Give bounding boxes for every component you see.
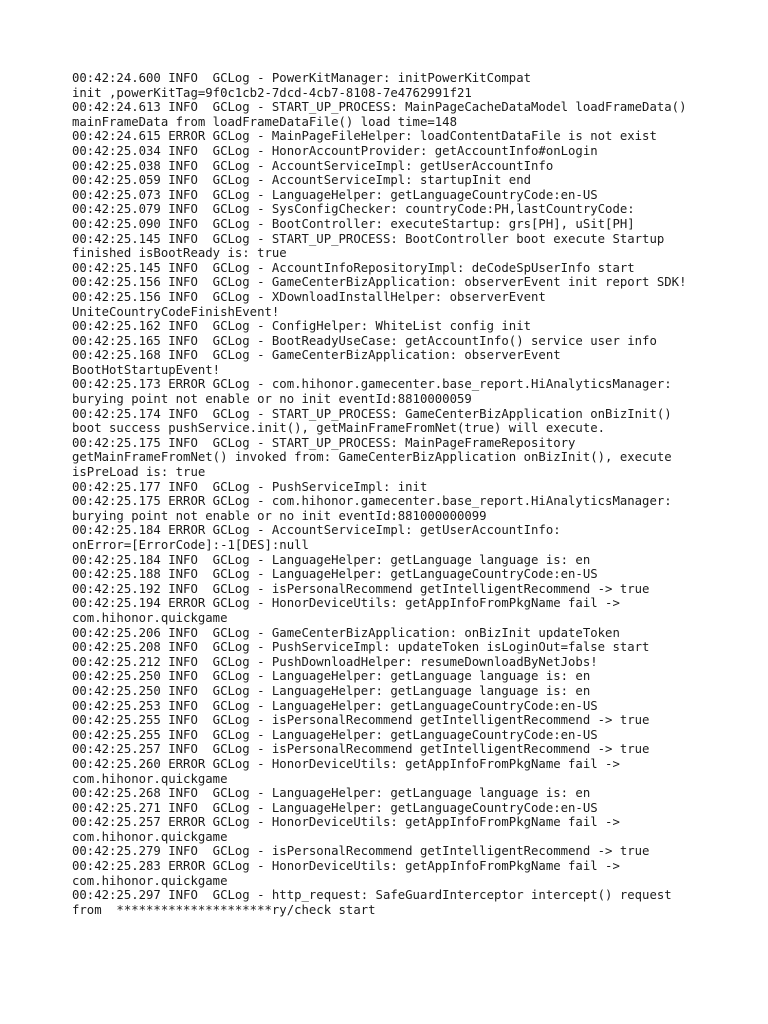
log-line: 00:42:25.038 INFO GCLog - AccountServiceImpl: getUserAccountInfo (72, 158, 554, 173)
log-line: 00:42:25.257 ERROR GCLog - HonorDeviceUtils: getAppInfoFromPkgName fail -> (72, 815, 620, 830)
log-line: 00:42:25.192 INFO GCLog - isPersonalRecommend getIntelligentRecommend -> true (72, 581, 650, 596)
log-line: 00:42:25.145 INFO GCLog - AccountInfoRepositoryImpl: deCodeSpUserInfo start (72, 260, 635, 275)
log-line: onError=[ErrorCode]:-1[DES]:null (72, 538, 309, 552)
log-line: from *********************ry/check start (72, 902, 376, 917)
log-line: com.hihonor.quickgame (72, 873, 228, 888)
log-line: 00:42:25.268 INFO GCLog - LanguageHelper: getLanguage language is: en (72, 786, 591, 801)
log-line: 00:42:25.090 INFO GCLog - BootController: executeStartup: grs[PH], uSit[PH] (72, 216, 635, 231)
log-line: 00:42:25.297 INFO GCLog - http_request: SafeGuardInterceptor intercept() request (72, 888, 672, 903)
log-line: getMainFrameFromNet() invoked from: GameCenterBizApplication onBizInit(), execute (72, 450, 672, 465)
log-line: 00:42:25.279 INFO GCLog - isPersonalRecommend getIntelligentRecommend -> true (72, 844, 650, 859)
log-line: 00:42:25.156 INFO GCLog - GameCenterBizApplication: observerEvent init report SDK! (72, 275, 687, 290)
log-line: 00:42:25.184 ERROR GCLog - AccountServiceImpl: getUserAccountInfo: (72, 523, 561, 538)
log-text-block (72, 71, 732, 917)
log-line: 00:42:25.175 INFO GCLog - START_UP_PROCESS: MainPageFrameRepository (72, 435, 576, 450)
log-line: 00:42:25.177 INFO GCLog - PushServiceImpl: init (72, 479, 428, 494)
log-line: 00:42:25.208 INFO GCLog - PushServiceImpl: updateToken isLoginOut=false start (72, 640, 650, 655)
log-line: isPreLoad is: true (72, 465, 206, 480)
log-line: 00:42:25.255 INFO GCLog - LanguageHelper: getLanguageCountryCode:en-US (72, 727, 598, 742)
log-line: 00:42:25.034 INFO GCLog - HonorAccountProvider: getAccountInfo#onLogin (72, 143, 598, 158)
log-line: 00:42:25.079 INFO GCLog - SysConfigChecker: countryCode:PH,lastCountryCode: (72, 202, 635, 217)
log-line: 00:42:25.253 INFO GCLog - LanguageHelper: getLanguageCountryCode:en-US (72, 698, 598, 713)
log-line: 00:42:25.206 INFO GCLog - GameCenterBizApplication: onBizInit updateToken (72, 625, 620, 640)
log-line: UniteCountryCodeFinishEvent! (72, 304, 280, 319)
log-line: com.hihonor.quickgame (72, 829, 228, 844)
log-line: 00:42:25.168 INFO GCLog - GameCenterBizApplication: observerEvent (72, 348, 561, 363)
log-line: finished isBootReady is: true (72, 246, 287, 261)
log-line: 00:42:25.257 INFO GCLog - isPersonalRecommend getIntelligentRecommend -> true (72, 742, 650, 757)
log-line: 00:42:24.600 INFO GCLog - PowerKitManager: initPowerKitCompat (72, 71, 532, 85)
log-line: 00:42:25.173 ERROR GCLog - com.hihonor.gamecenter.base_report.HiAnalyticsManager: (72, 377, 672, 392)
log-line: 00:42:25.283 ERROR GCLog - HonorDeviceUtils: getAppInfoFromPkgName fail -> (72, 859, 620, 874)
log-line: BootHotStartupEvent! (72, 362, 221, 377)
log-line: burying point not enable or no init eventId:8810000059 (72, 392, 472, 407)
log-line: 00:42:25.188 INFO GCLog - LanguageHelper: getLanguageCountryCode:en-US (72, 567, 598, 582)
log-line: boot success pushService.init(), getMainFrameFromNet(true) will execute. (72, 421, 606, 436)
log-line: 00:42:25.250 INFO GCLog - LanguageHelper: getLanguage language is: en (72, 669, 591, 684)
log-line: 00:42:24.615 ERROR GCLog - MainPageFileHelper: loadContentDataFile is not exist (72, 129, 657, 144)
log-line: 00:42:25.174 INFO GCLog - START_UP_PROCESS: GameCenterBizApplication onBizInit() (72, 406, 672, 421)
log-line: 00:42:25.271 INFO GCLog - LanguageHelper: getLanguageCountryCode:en-US (72, 800, 598, 815)
log-line: 00:42:24.613 INFO GCLog - START_UP_PROCESS: MainPageCacheDataModel loadFrameData() (72, 100, 687, 115)
log-line: 00:42:25.145 INFO GCLog - START_UP_PROCESS: BootController boot execute Startup (72, 231, 665, 246)
log-line: burying point not enable or no init eventId:881000000099 (72, 508, 487, 523)
log-line: com.hihonor.quickgame (72, 771, 228, 786)
log-line: 00:42:25.212 INFO GCLog - PushDownloadHelper: resumeDownloadByNetJobs! (72, 654, 598, 669)
log-line: 00:42:25.250 INFO GCLog - LanguageHelper: getLanguage language is: en (72, 683, 591, 698)
log-line: 00:42:25.194 ERROR GCLog - HonorDeviceUtils: getAppInfoFromPkgName fail -> (72, 596, 620, 611)
log-line: 00:42:25.255 INFO GCLog - isPersonalRecommend getIntelligentRecommend -> true (72, 713, 650, 728)
log-line: 00:42:25.059 INFO GCLog - AccountServiceImpl: startupInit end (72, 173, 532, 188)
log-line: 00:42:25.073 INFO GCLog - LanguageHelper: getLanguageCountryCode:en-US (72, 187, 598, 202)
log-line: 00:42:25.165 INFO GCLog - BootReadyUseCase: getAccountInfo() service user info (72, 333, 657, 348)
log-line: 00:42:25.162 INFO GCLog - ConfigHelper: WhiteList config init (72, 319, 532, 334)
log-line: mainFrameData from loadFrameDataFile() load time=148 (72, 114, 457, 129)
log-line: 00:42:25.175 ERROR GCLog - com.hihonor.gamecenter.base_report.HiAnalyticsManager: (72, 494, 672, 509)
log-line: init ,powerKitTag=9f0c1cb2-7dcd-4cb7-8108-7e4762991f21 (72, 85, 472, 100)
log-line: 00:42:25.260 ERROR GCLog - HonorDeviceUtils: getAppInfoFromPkgName fail -> (72, 756, 620, 771)
log-line: 00:42:25.184 INFO GCLog - LanguageHelper: getLanguage language is: en (72, 552, 591, 567)
log-line: com.hihonor.quickgame (72, 610, 228, 625)
log-line: 00:42:25.156 INFO GCLog - XDownloadInstallHelper: observerEvent (72, 289, 546, 304)
